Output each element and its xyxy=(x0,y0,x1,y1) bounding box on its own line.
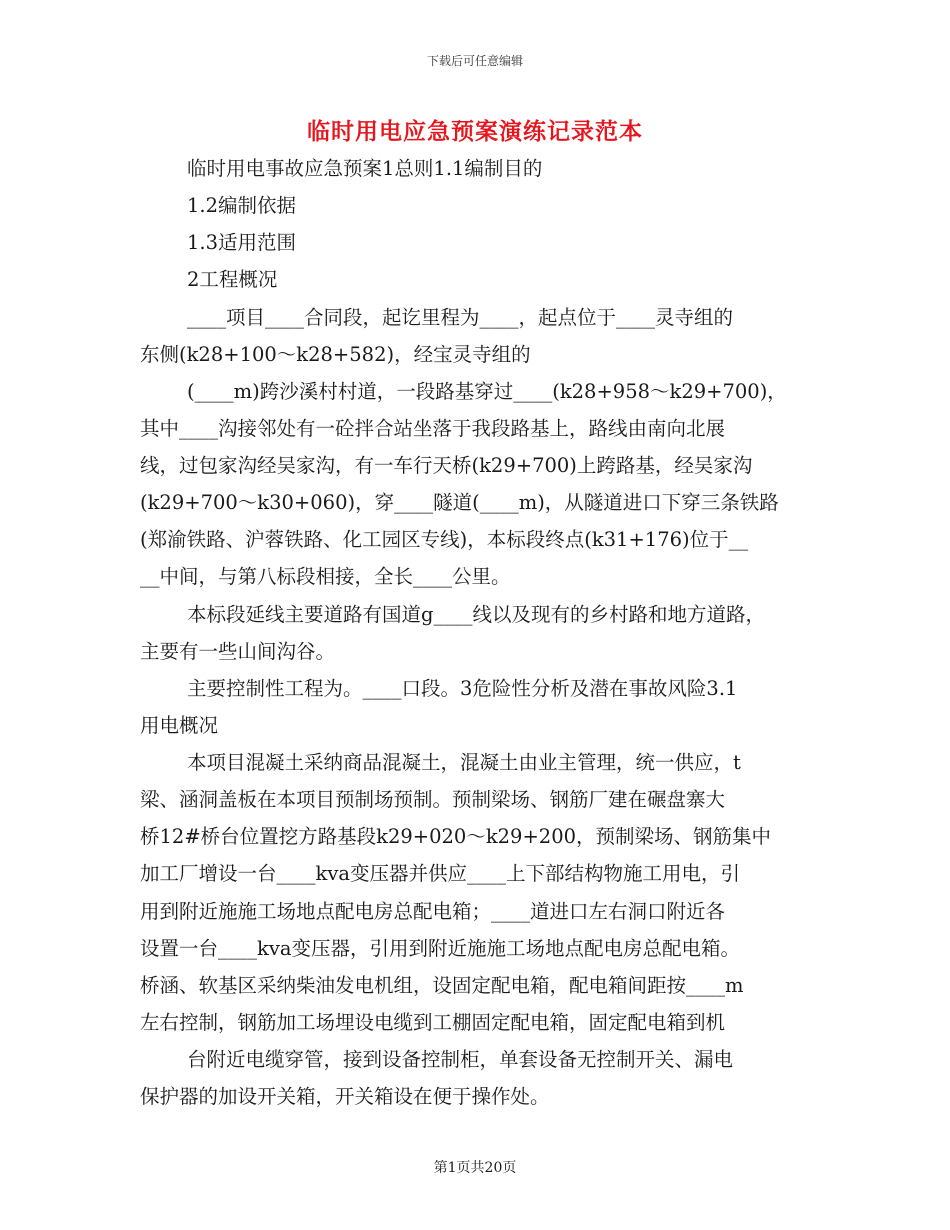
paragraph-line: 东侧(k28+100～k28+582)，经宝灵寺组的 xyxy=(140,343,531,366)
paragraph-line: 临时用电事故应急预案1总则1.1编制目的 xyxy=(187,157,543,180)
paragraph-line: 保护器的加设开关箱，开关箱设在便于操作处。 xyxy=(140,1085,550,1108)
paragraph-line: 左右控制，钢筋加工场埋设电缆到工棚固定配电箱，固定配电箱到机 xyxy=(140,1011,726,1034)
paragraph-line: 用到附近施施工场地点配电房总配电箱；____道进口左右洞口附近各 xyxy=(140,900,726,923)
document-title: 临时用电应急预案演练记录范本 xyxy=(307,118,643,145)
paragraph-line: 用电概况 xyxy=(140,714,219,737)
paragraph-line: 本项目混凝土采纳商品混凝土，混凝土由业主管理，统一供应，t xyxy=(187,751,741,774)
paragraph-line: 线，过包家沟经吴家沟，有一车行天桥(k29+700)上跨路基，经吴家沟 xyxy=(140,454,753,477)
paragraph-line: (____m)跨沙溪村村道，一段路基穿过____(k28+958～k29+700)， xyxy=(187,380,787,403)
paragraph-line: 主要有一些山间沟谷。 xyxy=(140,640,336,663)
paragraph-line: 本标段延线主要道路有国道g____线以及现有的乡村路和地方道路， xyxy=(187,603,765,626)
paragraph-line: 设置一台____kva变压器，引用到附近施施工场地点配电房总配电箱。 xyxy=(140,937,740,960)
paragraph-line: 其中____沟接邻处有一砼拌合站坐落于我段路基上，路线由南向北展 xyxy=(140,417,726,440)
paragraph-line: 主要控制性工程为。____口段。3危险性分析及潜在事故风险3.1 xyxy=(187,677,738,700)
paragraph-line: (k29+700～k30+060)，穿____隧道(____m)，从隧道进口下穿三条铁路 xyxy=(140,491,779,514)
paragraph-line: 1.2编制依据 xyxy=(187,194,297,217)
paragraph-line: 梁、涵洞盖板在本项目预制场预制。预制梁场、钢筋厂建在碾盘寨大 xyxy=(140,788,726,811)
paragraph-line: 1.3适用范围 xyxy=(187,231,297,254)
page-footer: 第1页共20页 xyxy=(433,1160,517,1176)
paragraph-line: 桥涵、软基区采纳柴油发电机组，设固定配电箱，配电箱间距按____m xyxy=(140,974,744,997)
paragraph-line: 2工程概况 xyxy=(187,268,278,291)
paragraph-line: (郑渝铁路、沪蓉铁路、化工园区专线)，本标段终点(k31+176)位于__ xyxy=(140,528,749,551)
header-note: 下载后可任意编辑 xyxy=(426,54,523,68)
paragraph-line: ____项目____合同段，起讫里程为____，起点位于____灵寺组的 xyxy=(187,306,734,329)
paragraph-line: 台附近电缆穿管，接到设备控制柜，单套设备无控制开关、漏电 xyxy=(187,1048,734,1071)
paragraph-line: __中间，与第八标段相接，全长____公里。 xyxy=(140,565,511,588)
paragraph-line: 加工厂增设一台____kva变压器并供应____上下部结构物施工用电，引 xyxy=(140,862,740,885)
paragraph-line: 桥12#桥台位置挖方路基段k29+020～k29+200，预制梁场、钢筋集中 xyxy=(140,825,772,848)
